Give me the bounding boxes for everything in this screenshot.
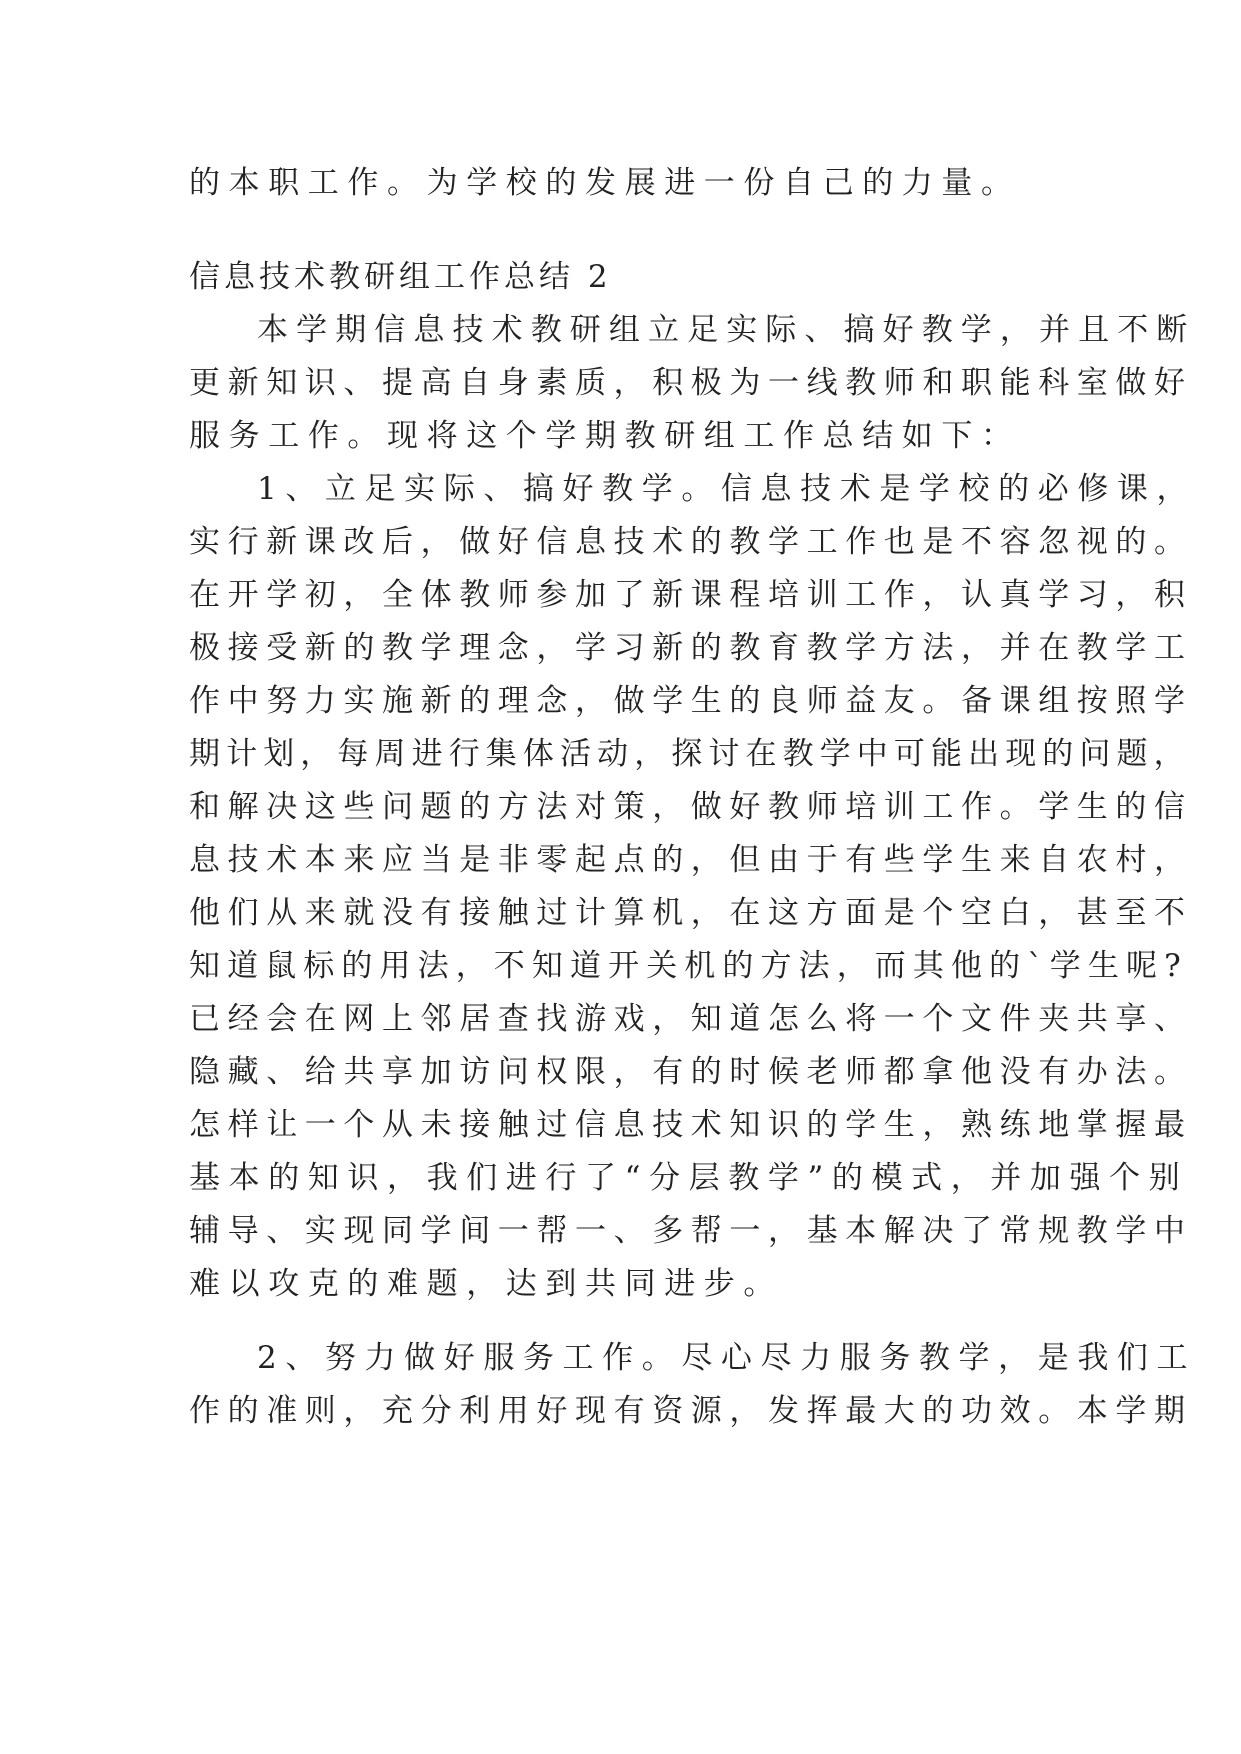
paragraph-line: 本学期信息技术教研组立足实际、搞好教学，并且不断 <box>257 312 1196 348</box>
paragraph-line: 隐藏、给共享加访问权限，有的时候老师都拿他没有办法。 <box>189 1054 1193 1090</box>
paragraph-line: 已经会在网上邻居查找游戏，知道怎么将一个文件夹共享、 <box>189 1001 1193 1037</box>
paragraph-line: 和解决这些问题的方法对策，做好教师培训工作。学生的信 <box>189 789 1193 825</box>
paragraph-line: 基本的知识，我们进行了“分层教学”的模式，并加强个别 <box>189 1160 1189 1196</box>
paragraph-line: 知道鼠标的用法，不知道开关机的方法，而其他的`学生呢? <box>189 948 1188 984</box>
paragraph-line: 怎样让一个从未接触过信息技术知识的学生，熟练地掌握最 <box>189 1107 1193 1143</box>
paragraph-line: 服务工作。现将这个学期教研组工作总结如下： <box>189 418 1021 454</box>
paragraph-line: 2、努力做好服务工作。尽心尽力服务教学，是我们工 <box>257 1340 1197 1376</box>
paragraph-line: 难以攻克的难题，达到共同进步。 <box>189 1266 783 1302</box>
paragraph-line: 作的准则，充分利用好现有资源，发挥最大的功效。本学期 <box>189 1393 1193 1429</box>
paragraph-line: 他们从来就没有接触过计算机，在这方面是个空白，甚至不 <box>189 895 1193 931</box>
paragraph-line: 期计划，每周进行集体活动，探讨在教学中可能出现的问题， <box>189 736 1191 772</box>
paragraph-line: 在开学初，全体教师参加了新课程培训工作，认真学习，积 <box>189 577 1193 613</box>
paragraph-line: 实行新课改后，做好信息技术的教学工作也是不容忽视的。 <box>189 524 1193 560</box>
paragraph-line: 更新知识、提高自身素质，积极为一线教师和职能科室做好 <box>189 365 1193 401</box>
paragraph-line: 1、立足实际、搞好教学。信息技术是学校的必修课， <box>257 471 1197 507</box>
paragraph-line: 息技术本来应当是非零起点的，但由于有些学生来自农村， <box>189 842 1193 878</box>
paragraph-line: 极接受新的教学理念，学习新的教育教学方法，并在教学工 <box>189 630 1193 666</box>
paragraph-line: 作中努力实施新的理念，做学生的良师益友。备课组按照学 <box>189 683 1193 719</box>
paragraph-line: 辅导、实现同学间一帮一、多帮一，基本解决了常规教学中 <box>189 1213 1193 1249</box>
section-heading: 信息技术教研组工作总结 2 <box>189 259 612 295</box>
continuation-line: 的本职工作。为学校的发展进一份自己的力量。 <box>189 165 1021 201</box>
